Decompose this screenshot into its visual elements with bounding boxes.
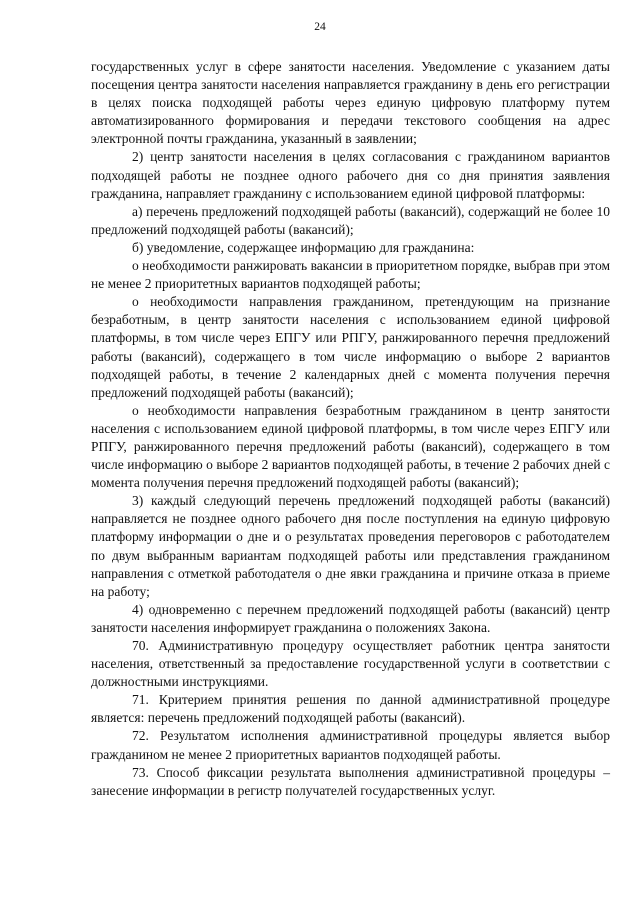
paragraph-item-a: а) перечень предложений подходящей работы (вакансий), содержащий не более 10 предложений подходящей работы (вакансий); [91, 203, 610, 237]
paragraph-item-4: 4) одновременно с перечнем предложений подходящей работы (вакансий) центр занятости населения информирует гражданина о положениях Закона. [91, 601, 610, 635]
paragraph-notice-unemployed: о необходимости направления безработным гражданином в центр занятости населения с использованием единой цифровой платформы, в том числе через ЕПГУ или РПГУ, ранжированного перечня предложений работы (вакансий), содержащего в том числе информацию о выборе 2 вариантов подходящей работы, в течение 2 рабочих дней с момента получения перечня предложений подходящей работы (вакансий); [91, 402, 610, 491]
paragraph-72: 72. Результатом исполнения административной процедуры является выбор гражданином не менее 2 приоритетных вариантов подходящей работы. [91, 728, 610, 762]
paragraph-continuation: государственных услуг в сфере занятости населения. Уведомление с указанием даты посещения центра занятости населения направляется гражданину в день его регистрации в целях поиска подходящей работы через единую цифровую платформу путем автоматизированного формирования и передачи текстового сообщения на адрес электронной почты гражданина, указанный в заявлении; [91, 59, 610, 147]
paragraph-item-3: 3) каждый следующий перечень предложений подходящей работы (вакансий) направляется не позднее одного рабочего дня после поступления на единую цифровую платформу информации о дне и о результатах проведения переговоров с работодателем по двум выбранным вариантам подходящей работы или представления гражданином направления с отметкой работодателя о дне явки гражданина и причине отказа в приеме на работу; [91, 493, 610, 599]
paragraph-item-b: б) уведомление, содержащее информацию для гражданина: [132, 239, 475, 255]
paragraph-notice-applicant: о необходимости направления гражданином, претендующим на признание безработным, в центр занятости населения с использованием единой цифровой платформы, в том числе через ЕПГУ или РПГУ, ранжированного перечня предложений работы (вакансий), содержащего в том числе информацию о выборе 2 вариантов подходящей работы, в течение 2 календарных дней с момента получения перечня предложений подходящей работы (вакансий); [91, 294, 610, 400]
page-number: 24 [314, 21, 326, 33]
paragraph-70: 70. Административную процедуру осуществляет работник центра занятости населения, ответственный за предоставление государственной услуги в соответствии с должностными инструкциями. [91, 638, 610, 690]
paragraph-notice-ranking: о необходимости ранжировать вакансии в приоритетном порядке, выбрав при этом не менее 2 приоритетных вариантов подходящей работы; [91, 258, 610, 292]
paragraph-73: 73. Способ фиксации результата выполнения административной процедуры – занесение информации в регистр получателей государственных услуг. [91, 764, 610, 798]
paragraph-71: 71. Критерием принятия решения по данной административной процедуре является: перечень предложений подходящей работы (вакансий). [91, 692, 610, 726]
document-body [91, 58, 610, 800]
paragraph-item-2: 2) центр занятости населения в целях согласования с гражданином вариантов подходящей работы не позднее одного рабочего дня со дня принятия заявления гражданина, направляет гражданину с использованием единой цифровой платформы: [91, 149, 610, 201]
